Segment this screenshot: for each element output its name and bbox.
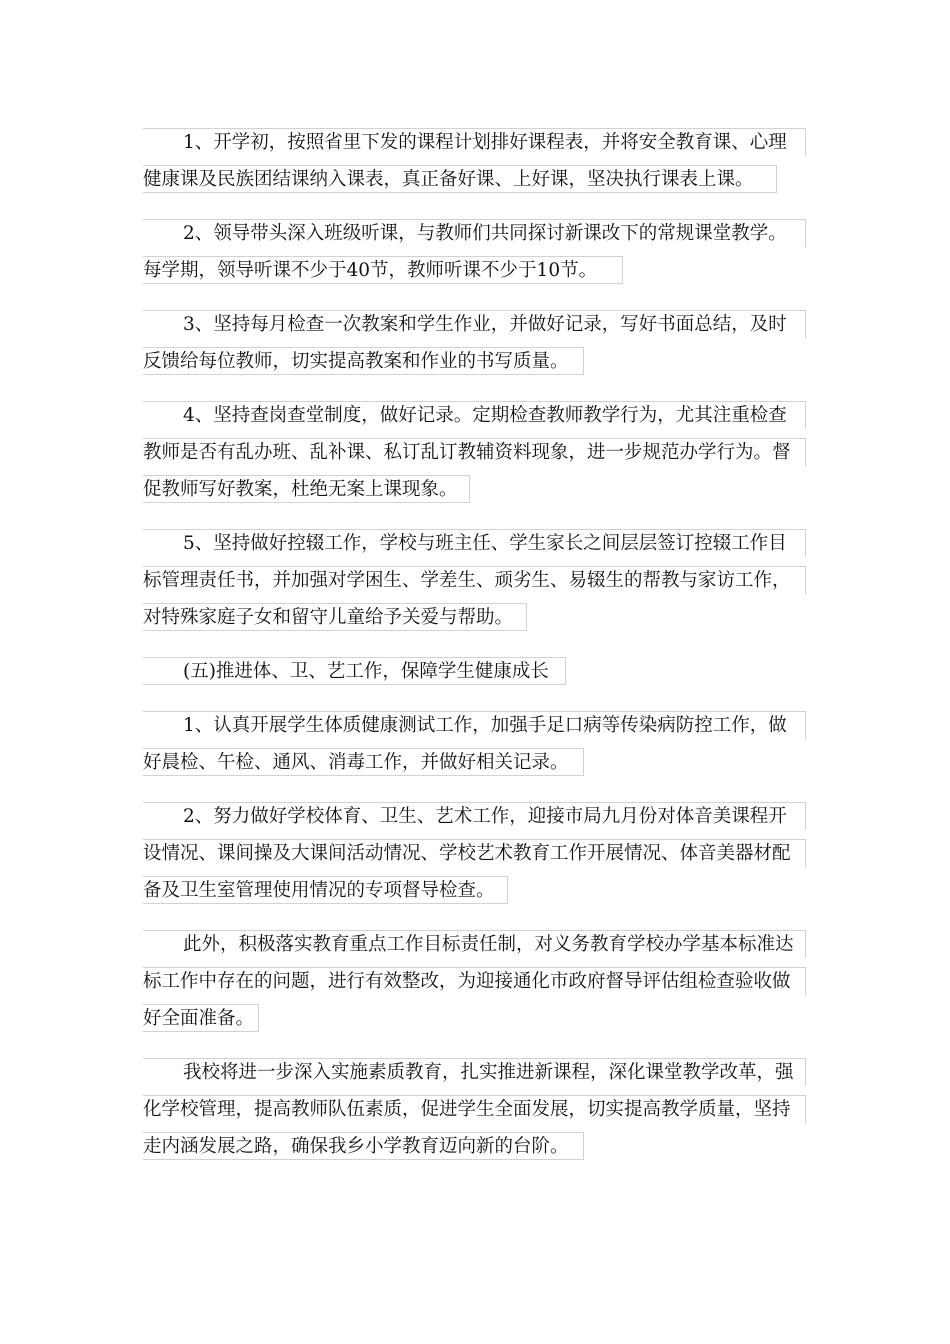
text-line: 2、领导带头深入班级听课，与教师们共同探讨新课改下的常规课堂教学。 [143, 219, 806, 247]
section-heading [143, 657, 808, 685]
text-line: 3、坚持每月检查一次教案和学生作业，并做好记录，写好书面总结，及时 [143, 310, 806, 338]
paragraph-7 [143, 711, 808, 776]
document-body [143, 128, 808, 1186]
text-line: 教师是否有乱办班、乱补课、私订乱订教辅资料现象，进一步规范办学行为。督 [143, 438, 806, 466]
text-line: 此外，积极落实教育重点工作目标责任制，对义务教育学校办学基本标准达 [143, 930, 806, 958]
text-line: 每学期，领导听课不少于40节，教师听课不少于10节。 [143, 256, 623, 284]
paragraph-4 [143, 401, 808, 503]
paragraph-8 [143, 802, 808, 904]
text-line: 标工作中存在的问题，进行有效整改，为迎接通化市政府督导评估组检查验收做 [143, 967, 806, 995]
text-line: 促教师写好教案，杜绝无案上课现象。 [143, 475, 470, 503]
text-line: 化学校管理，提高教师队伍素质，促进学生全面发展，切实提高教学质量，坚持 [143, 1095, 806, 1123]
text-line: 标管理责任书，并加强对学困生、学差生、顽劣生、易辍生的帮教与家访工作， [143, 566, 806, 594]
paragraph-10 [143, 1058, 808, 1160]
section-heading-text: (五)推进体、卫、艺工作，保障学生健康成长 [143, 657, 566, 685]
text-line: 对特殊家庭子女和留守儿童给予关爱与帮助。 [143, 603, 527, 631]
text-line: 4、坚持查岗查堂制度，做好记录。定期检查教师教学行为，尤其注重检查 [143, 401, 806, 429]
text-line: 反馈给每位教师，切实提高教案和作业的书写质量。 [143, 347, 584, 375]
text-line: 好全面准备。 [143, 1004, 259, 1032]
paragraph-9 [143, 930, 808, 1032]
text-line: 备及卫生室管理使用情况的专项督导检查。 [143, 876, 508, 904]
paragraph-2 [143, 219, 808, 284]
text-line: 1、开学初，按照省里下发的课程计划排好课程表，并将安全教育课、心理 [143, 128, 806, 156]
paragraph-3 [143, 310, 808, 375]
paragraph-5 [143, 529, 808, 631]
text-line: 2、努力做好学校体育、卫生、艺术工作，迎接市局九月份对体音美课程开 [143, 802, 806, 830]
text-line: 健康课及民族团结课纳入课表，真正备好课、上好课，坚决执行课表上课。 [143, 165, 777, 193]
paragraph-1 [143, 128, 808, 193]
text-line: 设情况、课间操及大课间活动情况、学校艺术教育工作开展情况、体音美器材配 [143, 839, 806, 867]
text-line: 我校将进一步深入实施素质教育，扎实推进新课程，深化课堂教学改革，强 [143, 1058, 806, 1086]
text-line: 好晨检、午检、通风、消毒工作，并做好相关记录。 [143, 748, 584, 776]
text-line: 5、坚持做好控辍工作，学校与班主任、学生家长之间层层签订控辍工作目 [143, 529, 806, 557]
text-line: 1、认真开展学生体质健康测试工作，加强手足口病等传染病防控工作，做 [143, 711, 806, 739]
text-line: 走内涵发展之路，确保我乡小学教育迈向新的台阶。 [143, 1132, 584, 1160]
